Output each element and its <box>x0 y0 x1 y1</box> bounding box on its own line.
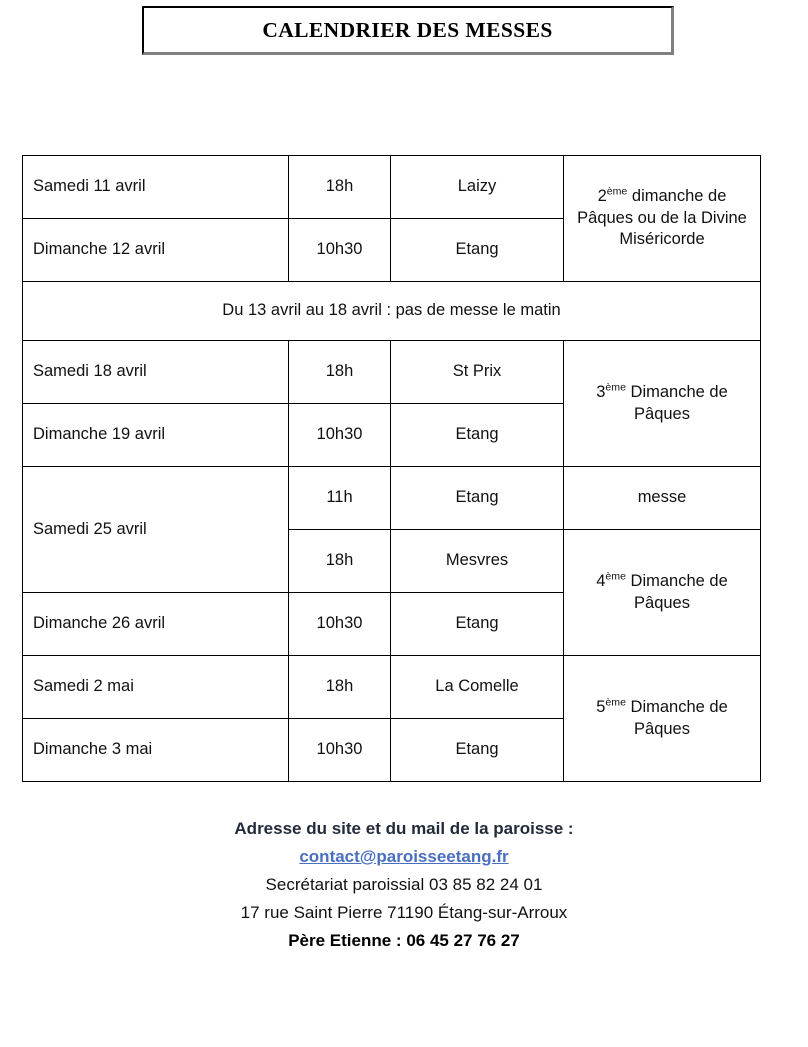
note-ordinal: ème <box>605 696 626 709</box>
cell-place: Etang <box>391 219 564 282</box>
cell-time: 10h30 <box>289 404 391 467</box>
cell-time: 18h <box>289 156 391 219</box>
note-number: 4 <box>596 571 606 590</box>
cell-day: Dimanche 26 avril <box>23 593 289 656</box>
note-text: Dimanche de Pâques <box>625 382 728 423</box>
note-ordinal: ème <box>605 570 626 583</box>
table-row <box>23 656 761 719</box>
mass-schedule-table <box>22 155 761 782</box>
page-title: CALENDRIER DES MESSES <box>262 17 553 42</box>
mass-calendar <box>22 155 760 782</box>
cell-place: La Comelle <box>391 656 564 719</box>
cell-place: Etang <box>391 719 564 782</box>
cell-day: Samedi 2 mai <box>23 656 289 719</box>
cell-note-second-sunday <box>564 156 761 282</box>
cell-note-third-sunday <box>564 341 761 467</box>
cell-no-morning-mass-notice: Du 13 avril au 18 avril : pas de messe le matin <box>23 282 761 341</box>
cell-time: 18h <box>289 530 391 593</box>
cell-day: Dimanche 12 avril <box>23 219 289 282</box>
parish-contact-footer <box>0 815 808 955</box>
cell-day: Samedi 18 avril <box>23 341 289 404</box>
footer-address: 17 rue Saint Pierre 71190 Étang-sur-Arroux <box>240 903 568 922</box>
cell-place: Etang <box>391 593 564 656</box>
note-ordinal: ème <box>606 185 628 198</box>
cell-day: Dimanche 3 mai <box>23 719 289 782</box>
footer-site-mail-label: Adresse du site et du mail de la paroisse : <box>234 819 574 838</box>
table-row <box>23 341 761 404</box>
cell-note-fourth-sunday <box>564 530 761 656</box>
note-number: 2 <box>597 186 607 205</box>
note-number: 5 <box>596 697 606 716</box>
note-text: dimanche de Pâques ou de la Divine Miséricorde <box>577 186 747 249</box>
cell-day: Dimanche 19 avril <box>23 404 289 467</box>
cell-time: 18h <box>289 341 391 404</box>
note-ordinal: ème <box>605 381 626 394</box>
cell-day: Samedi 11 avril <box>23 156 289 219</box>
cell-time: 10h30 <box>289 719 391 782</box>
cell-place: Laizy <box>391 156 564 219</box>
table-row <box>23 156 761 219</box>
cell-time: 11h <box>289 467 391 530</box>
note-number: 3 <box>596 382 606 401</box>
cell-day: Samedi 25 avril <box>23 467 289 593</box>
table-row <box>23 282 761 341</box>
document-title-box <box>142 6 674 55</box>
cell-place: Etang <box>391 467 564 530</box>
cell-place: Etang <box>391 404 564 467</box>
cell-time: 10h30 <box>289 593 391 656</box>
parish-email-link[interactable]: contact@paroisseetang.fr <box>299 847 509 866</box>
cell-time: 10h30 <box>289 219 391 282</box>
cell-place: Mesvres <box>391 530 564 593</box>
footer-priest-phone: Père Etienne : 06 45 27 76 27 <box>288 931 520 950</box>
cell-time: 18h <box>289 656 391 719</box>
note-text: Dimanche de Pâques <box>625 571 728 612</box>
table-row <box>23 467 761 530</box>
cell-place: St Prix <box>391 341 564 404</box>
cell-note-fifth-sunday <box>564 656 761 782</box>
footer-secretariat: Secrétariat paroissial 03 85 82 24 01 <box>265 875 543 894</box>
cell-note-messe: messe <box>564 467 761 530</box>
note-text: Dimanche de Pâques <box>625 697 728 738</box>
